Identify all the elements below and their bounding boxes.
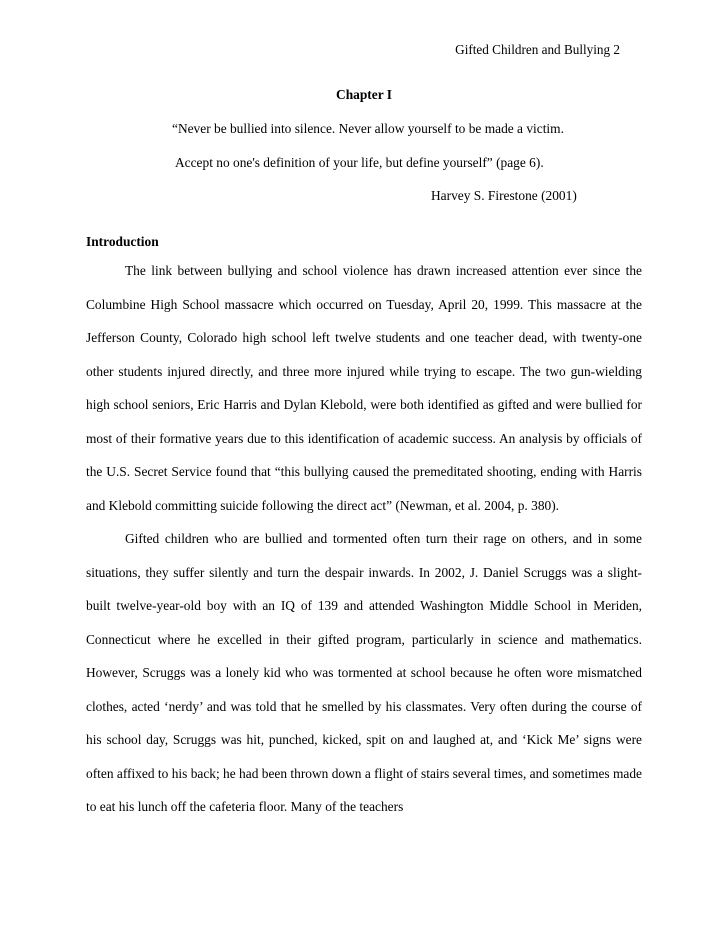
chapter-title: Chapter I bbox=[336, 87, 392, 102]
body-text bbox=[86, 254, 642, 824]
epigraph-attribution: Harvey S. Firestone (2001) bbox=[431, 188, 577, 203]
epigraph-line-1: “Never be bullied into silence. Never allow yourself to be made a victim. bbox=[172, 121, 564, 136]
epigraph-line-2: Accept no one's definition of your life, but define yourself” (page 6). bbox=[175, 155, 544, 170]
paragraph-1: The link between bullying and school violence has drawn increased attention ever since the Columbine High School massacre which occurred on Tuesday, April 20, 1999. This massacre at the Jefferson County, Colorado high school left twelve students and one teacher dead, with twenty-one other students injured directly, and three more injured while trying to escape. The two gun-wielding high school seniors, Eric Harris and Dylan Klebold, were both identified as gifted and were bullied for most of their formative years due to this identification of academic success. An analysis by officials of the U.S. Secret Service found that “this bullying caused the premeditated shooting, ending with Harris and Klebold committing suicide following the direct act” (Newman, et al. 2004, p. 380). bbox=[86, 263, 642, 513]
section-heading: Introduction bbox=[86, 234, 159, 249]
running-head: Gifted Children and Bullying 2 bbox=[455, 42, 620, 57]
paragraph-2: Gifted children who are bullied and tormented often turn their rage on others, and in some situations, they suffer silently and turn the despair inwards. In 2002, J. Daniel Scruggs was a slight-built twelve-year-old boy with an IQ of 139 and attended Washington Middle School in Meriden, Connecticut where he excelled in their gifted program, particularly in science and mathematics. However, Scruggs was a lonely kid who was tormented at school because he often wore mismatched clothes, acted ‘nerdy’ and was told that he smelled by his classmates. Very often during the course of his school day, Scruggs was hit, punched, kicked, spit on and laughed at, and ‘Kick Me’ signs were often affixed to his back; he had been thrown down a flight of stairs several times, and sometimes made to eat his lunch off the cafeteria floor. Many of the teachers bbox=[86, 531, 642, 814]
